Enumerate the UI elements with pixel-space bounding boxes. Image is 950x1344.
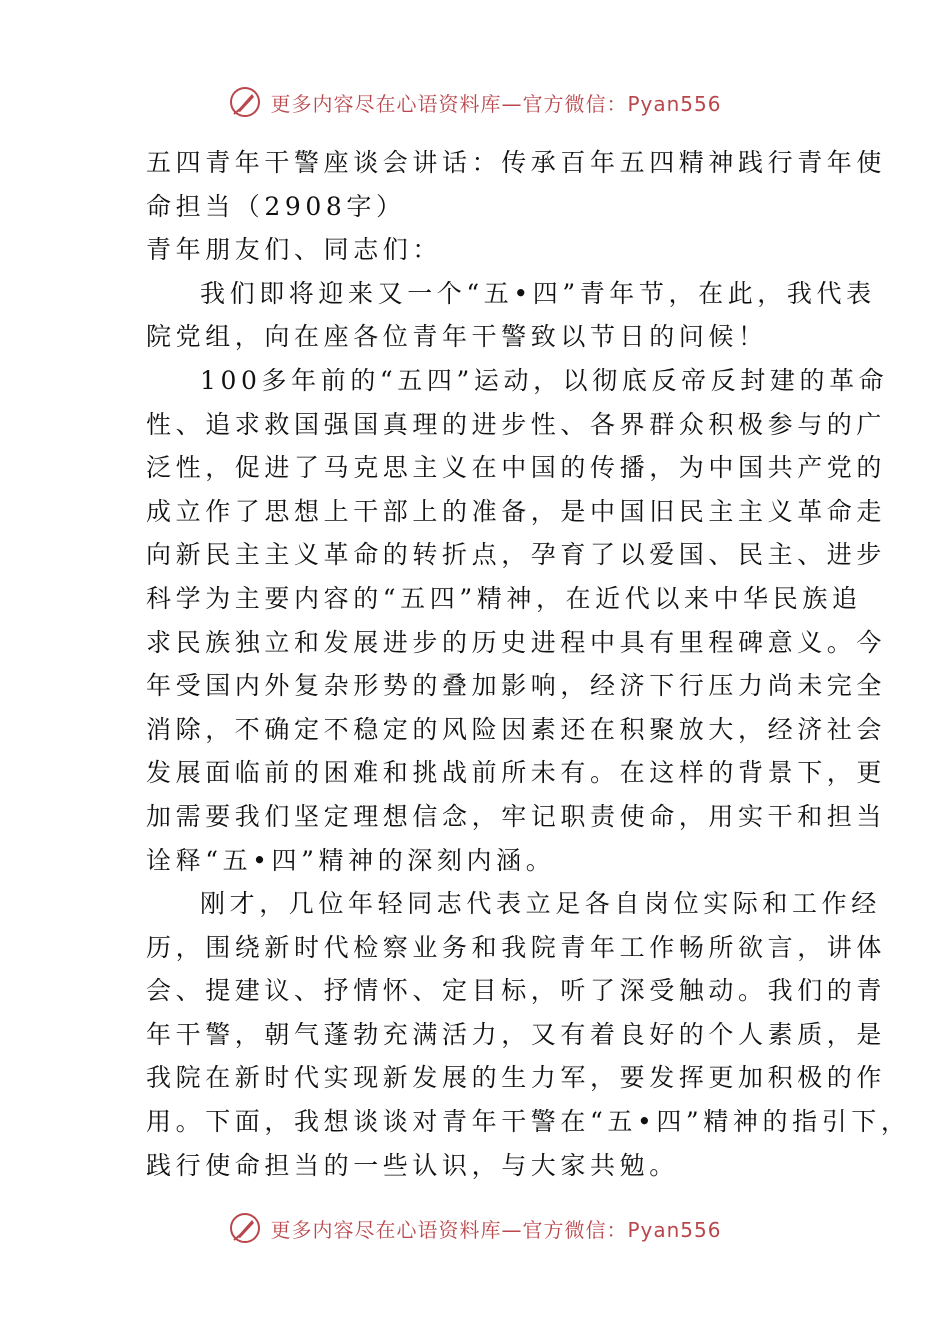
paragraph-line: 年受国内外复杂形势的叠加影响，经济下行压力尚未完全 bbox=[146, 671, 887, 701]
paragraph-line: 践行使命担当的一些认识，与大家共勉。 bbox=[146, 1150, 679, 1180]
banner-text: 更多内容尽在心语资料库—官方微信：Pyan556 bbox=[270, 1217, 722, 1242]
document-title-line-1: 五四青年干警座谈会讲话：传承百年五四精神践行青年使 bbox=[146, 148, 887, 177]
paragraph-line: 向新民主主义革命的转折点，孕育了以爱国、民主、进步 bbox=[146, 540, 887, 570]
paragraph-1 bbox=[146, 272, 876, 359]
paragraph-line: 成立作了思想上干部上的准备，是中国旧民主主义革命走 bbox=[146, 496, 887, 526]
paragraph-line: 求民族独立和发展进步的历史进程中具有里程碑意义。今 bbox=[146, 627, 887, 657]
paragraph-line: 刚才，几位年轻同志代表立足各自岗位实际和工作经 bbox=[200, 889, 881, 919]
paragraph-line: 院党组，向在座各位青年干警致以节日的问候！ bbox=[146, 322, 768, 352]
banner-text: 更多内容尽在心语资料库—官方微信：Pyan556 bbox=[270, 91, 722, 116]
paragraph-line: 科学为主要内容的“五四”精神，在近代以来中华民族追 bbox=[146, 583, 862, 613]
quill-pen-logo-icon bbox=[228, 85, 262, 119]
quill-pen-logo-icon bbox=[228, 1211, 262, 1245]
header-banner bbox=[0, 82, 950, 122]
paragraph-line: 年干警，朝气蓬勃充满活力，又有着良好的个人素质，是 bbox=[146, 1019, 887, 1049]
paragraph-line: 发展面临前的困难和挑战前所未有。在这样的背景下，更 bbox=[146, 758, 887, 788]
paragraph-line: 泛性，促进了马克思主义在中国的传播，为中国共产党的 bbox=[146, 453, 887, 483]
paragraph-line: 我们即将迎来又一个“五•四”青年节，在此，我代表 bbox=[200, 278, 876, 308]
paragraph-3 bbox=[146, 882, 911, 1187]
paragraph-line: 用。下面，我想谈谈对青年干警在“五•四”精神的指引下， bbox=[146, 1107, 911, 1137]
paragraph-line: 历，围绕新时代检察业务和我院青年工作畅所欲言，讲体 bbox=[146, 932, 887, 962]
paragraph-2 bbox=[146, 359, 889, 882]
footer-banner bbox=[0, 1208, 950, 1248]
paragraph-line: 性、追求救国强国真理的进步性、各界群众积极参与的广 bbox=[146, 409, 887, 439]
paragraph-line: 加需要我们坚定理想信念，牢记职责使命，用实干和担当 bbox=[146, 801, 887, 831]
paragraph-line: 100多年前的“五四”运动，以彻底反帝反封建的革命 bbox=[200, 365, 889, 395]
paragraph-line: 消除，不确定不稳定的风险因素还在积聚放大，经济社会 bbox=[146, 714, 887, 744]
document-title-line-2: 命担当（2908字） bbox=[146, 191, 406, 221]
paragraph-line: 我院在新时代实现新发展的生力军，要发挥更加积极的作 bbox=[146, 1063, 887, 1093]
paragraph-line: 会、提建议、抒情怀、定目标，听了深受触动。我们的青 bbox=[146, 976, 887, 1006]
salutation: 青年朋友们、同志们： bbox=[146, 235, 443, 265]
paragraph-line: 诠释“五•四”精神的深刻内涵。 bbox=[146, 845, 556, 875]
document-body bbox=[146, 141, 911, 1187]
